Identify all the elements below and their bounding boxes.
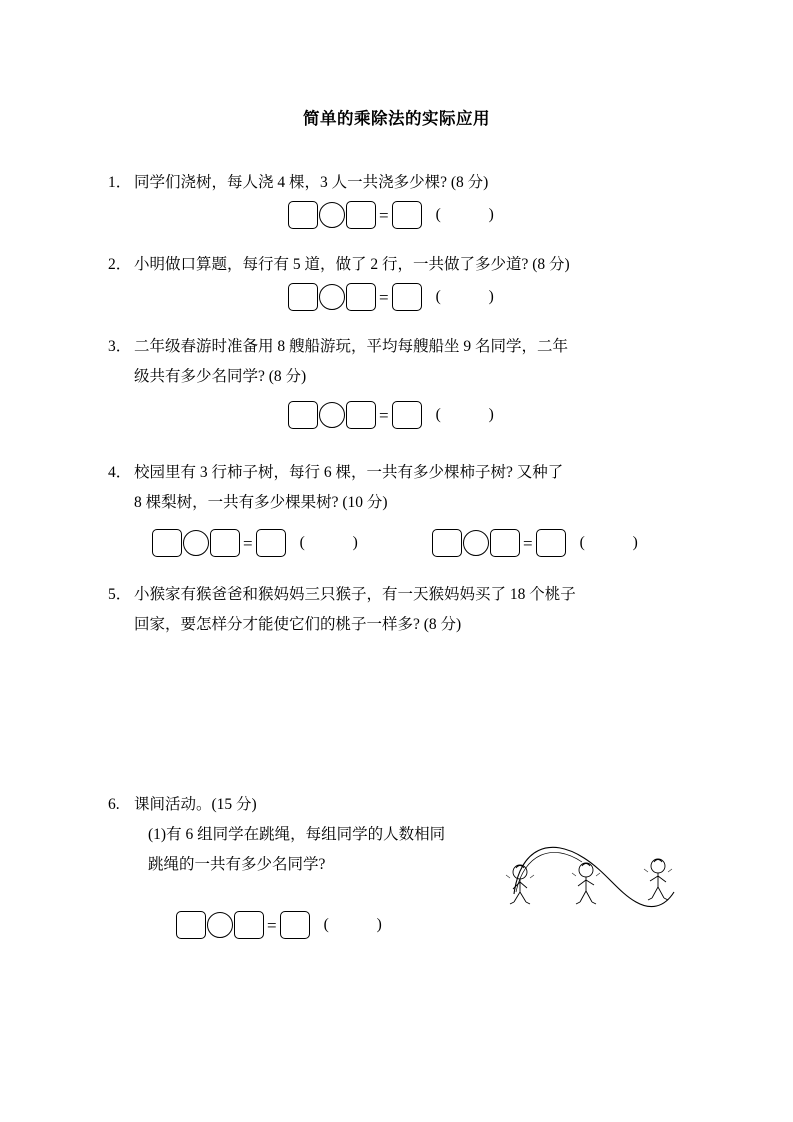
unit-parentheses[interactable]: ( ) [579, 534, 660, 551]
answer-box-operand2[interactable] [234, 911, 264, 939]
question-5-number: 5． [108, 586, 132, 603]
answer-box-operand2[interactable] [210, 529, 240, 557]
question-6-sub1-line1: (1)有 6 组同学在跳绳，每组同学的人数相同 [148, 826, 446, 843]
answer-box-operand1[interactable] [176, 911, 206, 939]
equals-sign: = [243, 533, 253, 553]
page-title: 简单的乘除法的实际应用 [303, 109, 490, 128]
operator-circle[interactable] [183, 530, 209, 556]
answer-box-operand2[interactable] [490, 529, 520, 557]
equals-sign: = [379, 287, 389, 307]
question-2-number: 2． [108, 256, 132, 273]
question-5-answer-space[interactable] [140, 646, 660, 776]
operator-circle[interactable] [319, 284, 345, 310]
question-5-text-line2: 回家，要怎样分才能使它们的桃子一样多? (8 分) [134, 616, 462, 633]
answer-box-result[interactable] [256, 529, 286, 557]
answer-box-operand1[interactable] [152, 529, 182, 557]
question-4-text-line2: 8 棵梨树，一共有多少棵果树? (10 分) [134, 494, 388, 511]
answer-box-operand1[interactable] [432, 529, 462, 557]
question-5-text: 小猴家有猴爸爸和猴妈妈三只猴子，有一天猴妈妈买了 18 个桃子 [134, 586, 576, 603]
question-3-text: 二年级春游时准备用 8 艘船游玩，平均每艘船坐 9 名同学，二年 [134, 338, 569, 355]
answer-equation-3[interactable] [288, 400, 516, 430]
question-1 [108, 168, 688, 198]
answer-box-operand1[interactable] [288, 283, 318, 311]
answer-box-result[interactable] [392, 283, 422, 311]
question-2 [108, 250, 688, 280]
unit-parentheses[interactable]: ( ) [299, 534, 380, 551]
question-1-text: 同学们浇树，每人浇 4 棵，3 人一共浇多少棵? (8 分) [134, 174, 489, 191]
answer-box-result[interactable] [392, 401, 422, 429]
answer-box-operand2[interactable] [346, 201, 376, 229]
operator-circle[interactable] [463, 530, 489, 556]
question-4-text: 校园里有 3 行柿子树，每行 6 棵，一共有多少棵柿子树? 又种了 [134, 464, 564, 481]
equals-sign: = [523, 533, 533, 553]
answer-equation-1[interactable] [288, 200, 516, 230]
answer-box-result[interactable] [280, 911, 310, 939]
equals-sign: = [379, 405, 389, 425]
question-6-number: 6. [108, 796, 120, 813]
operator-circle[interactable] [319, 202, 345, 228]
answer-box-operand2[interactable] [346, 283, 376, 311]
question-3-number: 3． [108, 338, 132, 355]
operator-circle[interactable] [207, 912, 233, 938]
jump-rope-students-illustration [498, 832, 688, 922]
answer-equation-4b[interactable] [432, 528, 660, 558]
unit-parentheses[interactable]: ( ) [435, 406, 516, 423]
question-3-text-line2: 级共有多少名同学? (8 分) [134, 368, 307, 385]
question-3 [108, 332, 688, 392]
question-4 [108, 458, 688, 518]
question-5 [108, 580, 688, 640]
question-2-text: 小明做口算题，每行有 5 道，做了 2 行，一共做了多少道? (8 分) [134, 256, 570, 273]
answer-equation-4a[interactable] [152, 528, 380, 558]
unit-parentheses[interactable]: ( ) [323, 916, 404, 933]
answer-box-operand1[interactable] [288, 401, 318, 429]
question-6-sub1-line2: 跳绳的一共有多少名同学? [148, 856, 326, 873]
answer-equation-2[interactable] [288, 282, 516, 312]
answer-box-operand2[interactable] [346, 401, 376, 429]
operator-circle[interactable] [319, 402, 345, 428]
question-4-number: 4． [108, 464, 132, 481]
unit-parentheses[interactable]: ( ) [435, 206, 516, 223]
question-1-number: 1． [108, 174, 132, 191]
answer-box-result[interactable] [536, 529, 566, 557]
answer-equation-6[interactable] [176, 910, 404, 940]
unit-parentheses[interactable]: ( ) [435, 288, 516, 305]
answer-box-operand1[interactable] [288, 201, 318, 229]
question-6-text: 课间活动。(15 分) [134, 796, 257, 813]
equals-sign: = [379, 205, 389, 225]
answer-box-result[interactable] [392, 201, 422, 229]
equals-sign: = [267, 915, 277, 935]
